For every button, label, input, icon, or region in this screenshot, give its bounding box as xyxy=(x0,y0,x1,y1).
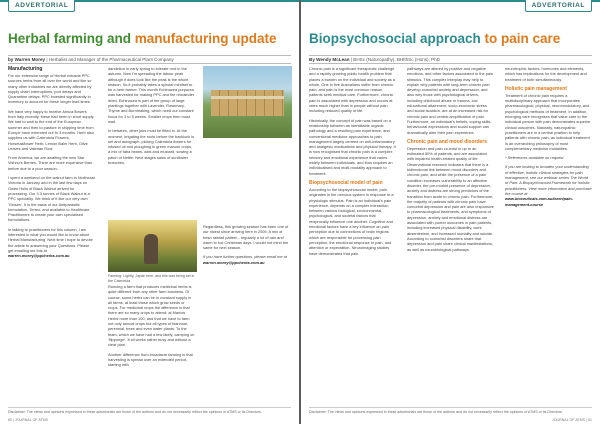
left-page xyxy=(0,0,299,424)
drying-shelf-edge xyxy=(211,96,284,99)
article-headline: Biopsychosocial approach to pain care xyxy=(309,31,561,46)
column-1 xyxy=(8,66,95,378)
column-2-top xyxy=(108,66,195,218)
paragraph: pathways are altered by positive and negative emotions, and other factors associated to the pain stimulus. This complex interplay may help to explain why patients with long-term chronic pain develop comorbid anxiety and depression, and also why those with psychological drivers, including childhood abuse or trauma, low educational attainment, socio-economic stress and social isolation, are at an increased risk for chronic pain and central amplification of pain. Furthermore, an individual's beliefs, coping skills, behavioural expressions and social support can dramatically alter their pain experience. xyxy=(407,66,494,135)
email-link[interactable]: warren.morey@ppcherbs.com.au xyxy=(8,253,70,259)
course-promo: If you are looking to broaden your understanding of effective, holistic clinical strategies for pain management, see our webinar series The World of Pain: A Biopsychosocial Framework for holistic practitioners. View more information and purchase the course at www.bioceuticals.com.au/learn/pain-management-course xyxy=(505,164,592,207)
byline: By Wendy McLean | BHSc (Naturopathy), BHlthSc (Hons), PhD xyxy=(309,55,592,64)
subheading: Manufacturing xyxy=(8,66,43,72)
photo-caption: Farming: Lightly, Jayde here, and this was being set in the Calendula xyxy=(108,274,195,283)
paragraph: I spent a weekend on the walnut farm in Northeast Victoria in January and in the last few days on Gwen Holls of Black Walnut arrived for processing. Our 3.3 tonnes of Black Walnut is a PPC speciality. We think of it like our very own 'Ginsen'. It is the basis of our Antiparasitic formulation, Terrex, and available to Healthcare Practitioners to create your own specialised formulations. xyxy=(8,175,95,223)
advertorial-tab: ADVERTORIAL xyxy=(525,0,592,12)
contact-note: If you have further questions, please email me at warren.morey@ppcherbs.com.au xyxy=(203,254,287,265)
paragraph: According to the biopsychosocial model, pain originates in the nervous system in response to a physiologic stimulus. Pain is an individual's pain experience, depends on a complex interaction between various biological, environmental, psychological, and societal factors that reciprocally influence one another. Cognitive and emotional factors have a key influence on pain perception due to connections of brain regions which are responsible for processing pain perception, the emotional response to pain, and attention or expectation. Neuroimaging studies have demonstrated that pain xyxy=(309,186,394,256)
disclaimer: Disclaimer: The views and opinions expressed in these advertorials are those of the authors and do not necessarily reflect the opinions of ATMS or its Directors. xyxy=(309,407,592,415)
paragraph: In talking to practitioners for this column, I am interested in what you would like to know about Herbal Manufacturing. Next time I hope to devote the article to answering your Questions. Please get emailing me this at warren.morey@ppcherbs.com.au xyxy=(8,226,93,259)
paragraph: Running a farm that produces medicinal herbs is quite different from any other farm business. Of course, some herbs can be in constant supply in all farms, at least those which grow seeds or crops. For medicinal crops the difference is that there are so many crops to attend; at Marlow Herbs more than 100, and that we have to farm not only annual crops but all types of biannual, perennial, trees and even water plants. To the team, which we have had a few lately, camping on 'flipponge'. It all works rather busy and without a clear plan. xyxy=(108,284,195,348)
page-number: JOURNAL OF ATMS | 61 xyxy=(551,418,592,422)
column-2-bottom xyxy=(108,284,195,380)
page-number: 60 | JOURNAL OF ATMS xyxy=(8,418,49,422)
drying-shelf xyxy=(211,90,284,116)
subheading: Biopsychosocial model of pain xyxy=(309,179,383,186)
column-3 xyxy=(203,224,290,344)
farmer-figure xyxy=(144,234,158,264)
paragraph: Chronic pain is a significant therapeutic challenge and a rapidly growing public health problem that places a burden on the individual and society as a whole. One in five Australians suffer from chronic pain, and pain is the most common reason patients seek medical care. Furthermore, chronic pain is associated with depression and occurs at rates much higher than in people without pain, including reduced quality of life. xyxy=(309,66,396,114)
paragraph: From America, we are awaiting the new Star Vishnu's Berries. There are more expensive than before due to a poor season. xyxy=(8,155,93,171)
course-link[interactable]: www.bioceuticals.com.au/learn/pain-management-course xyxy=(505,196,573,207)
drying-racks-photo xyxy=(203,66,292,138)
paragraph: Historically, the concept of pain was based on a relationship between an identifiable organic pathology and a resulting pain experience, and conventional medicine approaches to pain management largely centred on anti-inflammatory and analgesic medications and physical therapy. It is now recognised that chronic pain is a complex sensory and emotional experience that varies widely between individuals, and thus requires an individualised and multi-modality approach to treatment. xyxy=(309,117,396,176)
paragraph: Regardless, this growing season has been one of our nicest since arriving here in 2009. A mix of fresh rainfall pattern - regularly a lot of rain and warm to hot Christmas days. I would not mind the same for next season. xyxy=(203,224,289,251)
column-3 xyxy=(505,66,592,378)
paragraph: Treatment of chronic pain requires a multidisciplinary approach that incorporates pharmacological, physical, neuromodulatory, and psychological methods of treatment. In addition, emerging care recognises that value care to the individual person with pain demonstrates superior clinical outcomes. Naturally, naturopathic practitioners are in a central position to help patients with chronic pain, as individual treatment is an overarching philosophy of most complementary medicine modalities. xyxy=(505,92,591,151)
column-1 xyxy=(309,66,396,378)
disclaimer: Disclaimer: The views and opinions expressed in these advertorials are those of the authors and do not necessarily reflect the opinions of ATMS or its Directors. xyxy=(8,407,291,415)
paragraph: Another difference from broadacre farming is that harvesting is spread over an extended period, starting with xyxy=(108,351,193,368)
subheading: Chronic pain and mood disorders xyxy=(407,138,488,145)
paragraph: Depression and pain co-exist in up to an estimated 80% of patients, and are associated with impaired health-related quality of life. Observational research indicates that there is a bidirectional link between mood disorders and chronic pain, and while the presence of a pain condition increases vulnerability to an affective disorder, the pre-morbid presence of depression, anxiety and distress are strong predictors of the transition from acute to chronic pain. Furthermore, the majority of patients with chronic pain have comorbid depression and pain are also responsive to pharmacological treatments, and symptoms of depression, anxiety and emotional distress are associated with poorer outcomes in pain patients, including increased physical disability, work absenteeism, and increased mortality and suicide. According to comorbid disorders share that depression and pain share clinical manifestations, as well as neurobiological pathways. xyxy=(407,145,494,252)
paragraph: In between, other jobs must be fitted in. At the moment, irrigating the roots before the backlock is set and autograph, picking Calendula flowers for infused oil and ploughing in green manure crops, a mix of faba beans, oats and mustard, sowing a patch of Nettle. Next stages sales of sunflower branches. xyxy=(108,128,195,166)
paragraph: For our extensive range of Herbal extracts PPC sources herbs from all over the world and like so many other industries we are directly affected by supply chain interruptions, port delays and Quarantine delays. PPC invested significantly in inventory to account for these longer lead times. xyxy=(8,73,92,105)
advertorial-tab: ADVERTORIAL xyxy=(8,0,75,12)
paragraph: dandelion in early spring to tolerate root in the autumn. Now I'm spreading the labour peak although it does look like the peak is the whole season. So it probably takes a special mindset to be a herb farmer. This month Echinacea purpurea was harvested for making PPC and the remainder dried. Echinacea is part of the group of large plantings together with Lavender, Rosemary, Thyme and Burnmaking, which need our constant focus for 3 to 5 weeks. Smaller crops then must wait. xyxy=(108,66,195,124)
right-page xyxy=(301,0,600,424)
byline: by Warren Morey | Herbalist and Manager of the Pharmaceutical Plant Company xyxy=(8,55,291,64)
references-note: * References available on request xyxy=(505,155,564,161)
article-headline: Herbal farming and manufacturing update xyxy=(8,31,277,46)
paragraph: neurotrophic factors, hormones and elements, which has implications for the development and treatment of both simultaneously. xyxy=(505,66,587,82)
email-link[interactable]: warren.morey@ppcherbs.com.au xyxy=(203,259,265,265)
subheading: Holistic pain management xyxy=(505,85,567,92)
farm-photo xyxy=(108,220,197,272)
paragraph: We have very happy to receive Arnica flowers from Italy recently, these had been in short supply. We had to wait to the end of the European summer and then to pasture in shipping time from Europe have extended out to 3 months. Herb also supplies us with Calendula Flowers, Horsetail/lower Herb, Lemon Balm Herb, Olive Leaves and Valerian Root. xyxy=(8,108,95,151)
column-2 xyxy=(407,66,494,378)
